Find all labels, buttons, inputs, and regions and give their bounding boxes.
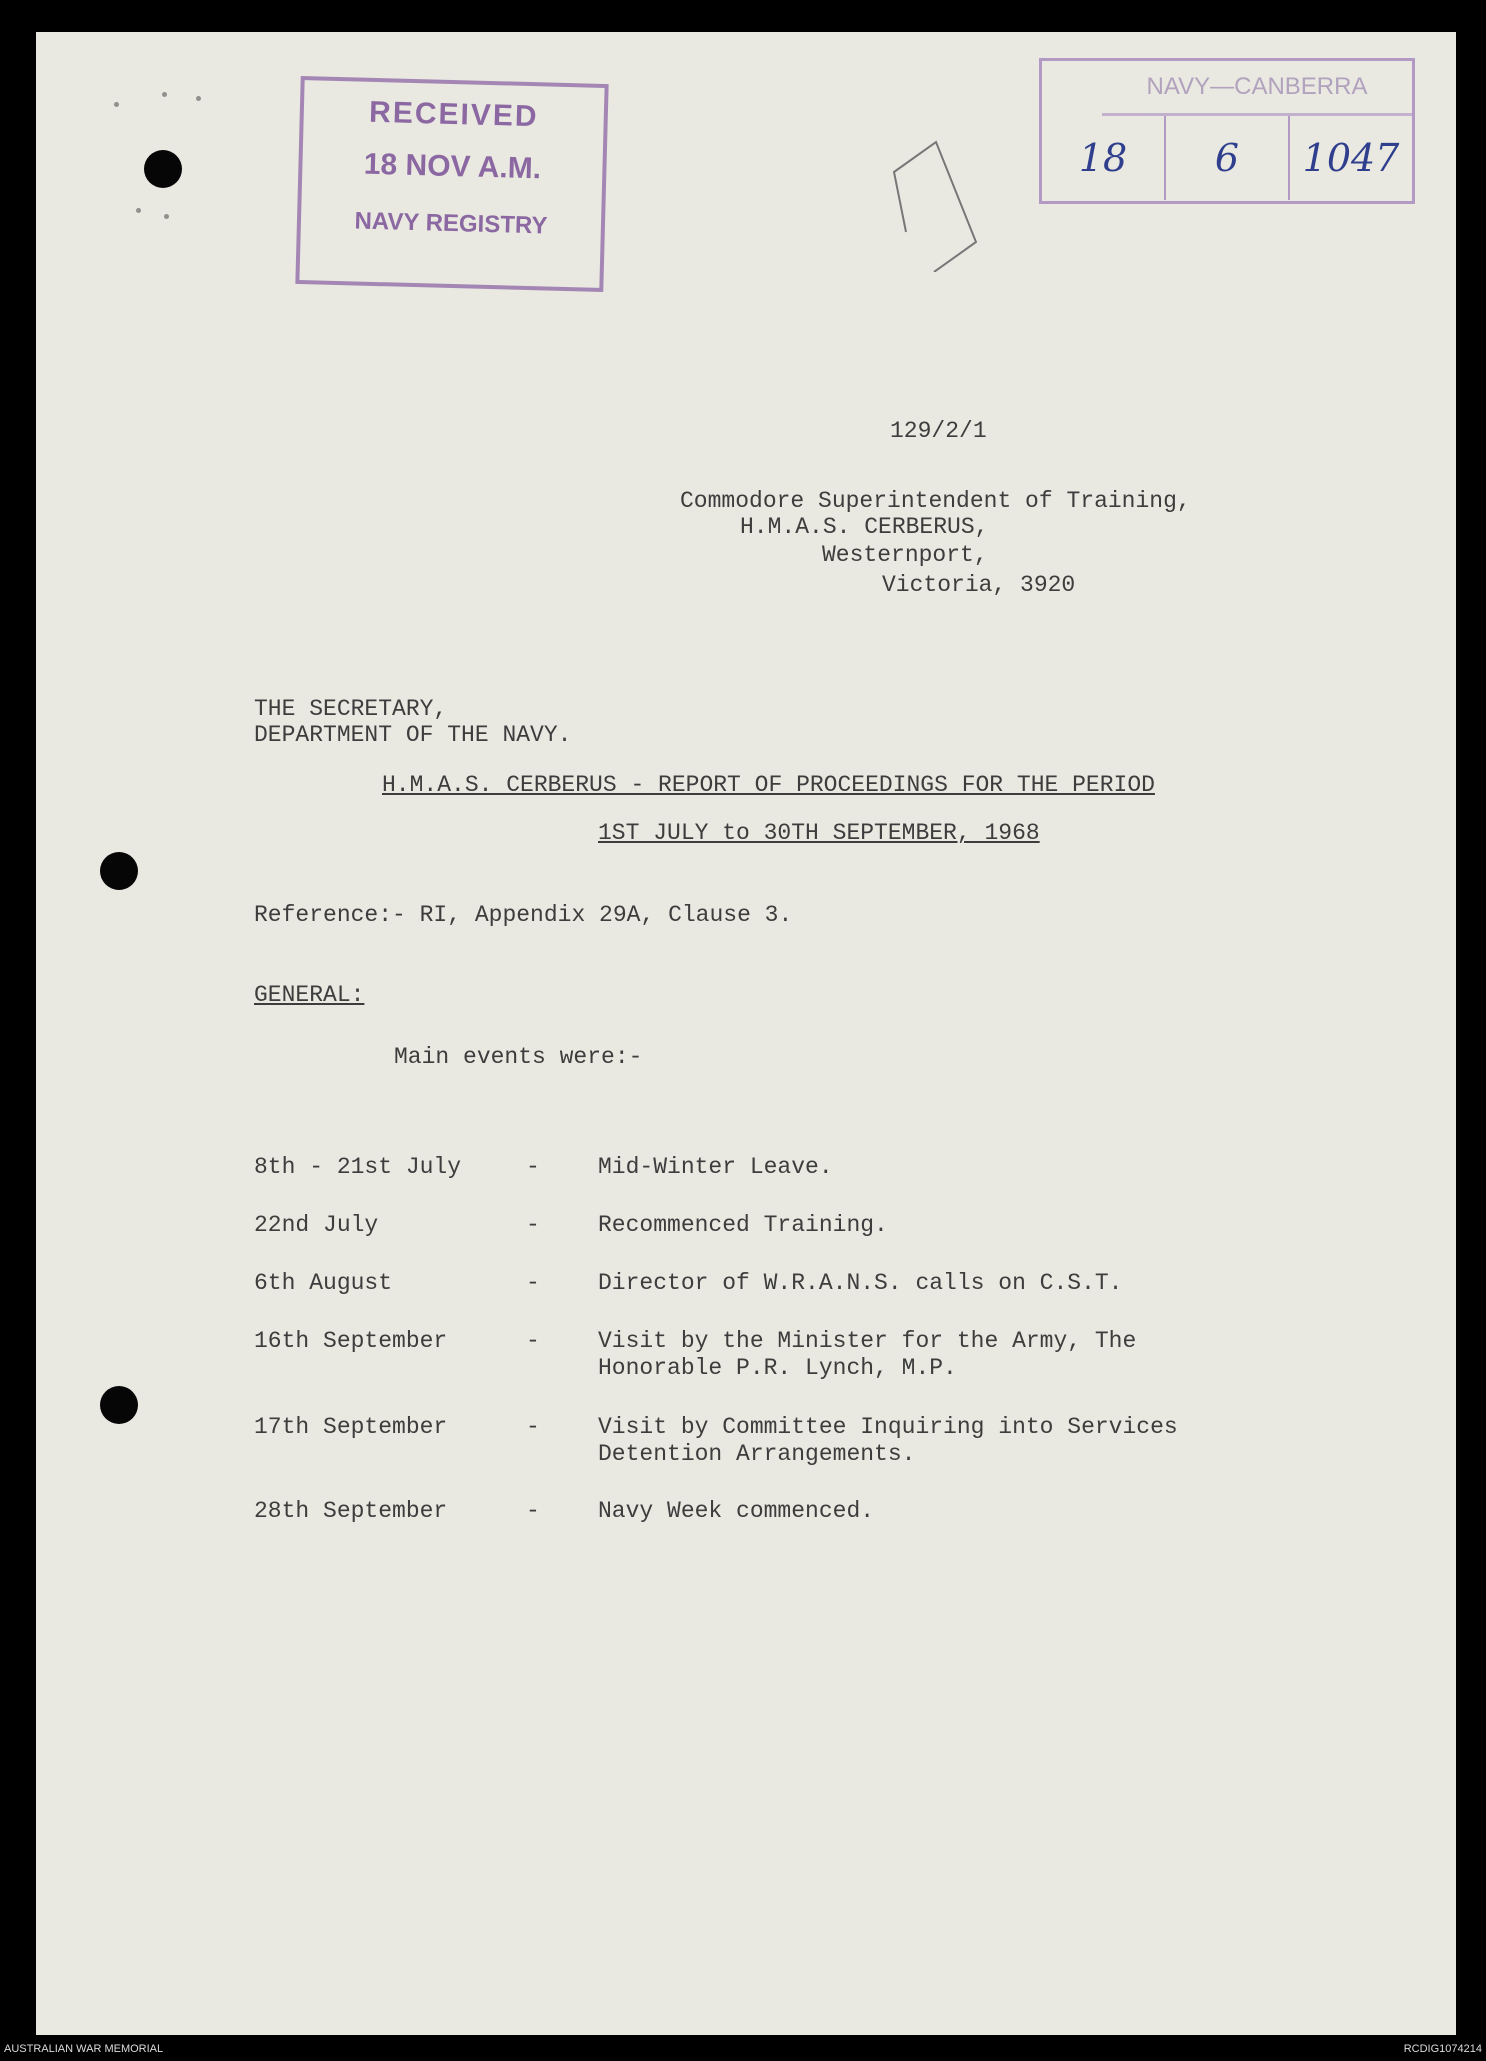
paper-mark xyxy=(196,96,201,101)
event-date: 16th September xyxy=(254,1328,448,1354)
file-reference: 129/2/1 xyxy=(890,418,987,444)
event-dash: - xyxy=(526,1328,540,1354)
canberra-stamp-cells xyxy=(1042,116,1412,200)
document-page xyxy=(36,32,1456,2035)
event-date: 22nd July xyxy=(254,1212,379,1238)
event-description: Visit by Committee Inquiring into Services Detention Arrangements. xyxy=(598,1414,1178,1467)
punch-hole xyxy=(100,1386,138,1424)
canberra-stamp-cell: 1047 xyxy=(1302,136,1400,180)
received-stamp-title: RECEIVED xyxy=(368,95,539,134)
event-dash: - xyxy=(526,1212,540,1238)
archive-footer xyxy=(0,2039,1486,2061)
paper-mark xyxy=(164,214,169,219)
subject-line: 1ST JULY to 30TH SEPTEMBER, 1968 xyxy=(598,820,1040,846)
event-description: Mid-Winter Leave. xyxy=(598,1154,833,1180)
punch-hole xyxy=(144,150,182,188)
event-dash: - xyxy=(526,1154,540,1180)
event-description: Director of W.R.A.N.S. calls on C.S.T. xyxy=(598,1270,1123,1296)
received-stamp-date: 18 NOV A.M. xyxy=(363,147,542,186)
paper-mark xyxy=(162,92,167,97)
recipient-line: DEPARTMENT OF THE NAVY. xyxy=(254,722,572,748)
sender-line: Victoria, 3920 xyxy=(882,572,1076,598)
sender-line: H.M.A.S. CERBERUS, xyxy=(740,514,989,540)
event-description: Navy Week commenced. xyxy=(598,1498,875,1524)
event-date: 8th - 21st July xyxy=(254,1154,462,1180)
footer-archive-name: AUSTRALIAN WAR MEMORIAL xyxy=(4,2043,164,2055)
canberra-stamp-header: NAVY—CANBERRA xyxy=(1102,61,1412,116)
navy-canberra-stamp xyxy=(1039,58,1415,204)
footer-record-id: RCDIG1074214 xyxy=(1403,2043,1482,2055)
sender-line: Commodore Superintendent of Training, xyxy=(680,488,1191,514)
event-description: Visit by the Minister for the Army, The Honorable P.R. Lynch, M.P. xyxy=(598,1328,1137,1381)
event-date: 6th August xyxy=(254,1270,393,1296)
event-description: Recommenced Training. xyxy=(598,1212,888,1238)
received-stamp xyxy=(295,76,608,292)
event-date: 17th September xyxy=(254,1414,448,1440)
received-stamp-registry: NAVY REGISTRY xyxy=(354,207,548,240)
event-dash: - xyxy=(526,1498,540,1524)
pencil-mark-icon xyxy=(866,132,986,272)
event-dash: - xyxy=(526,1414,540,1440)
section-heading: GENERAL: xyxy=(254,982,365,1008)
event-date: 28th September xyxy=(254,1498,448,1524)
canberra-stamp-cell: 6 xyxy=(1166,116,1290,200)
reference-line: Reference:- RI, Appendix 29A, Clause 3. xyxy=(254,902,793,928)
punch-hole xyxy=(100,852,138,890)
sender-line: Westernport, xyxy=(822,542,988,568)
paper-mark xyxy=(136,208,141,213)
subject-line: H.M.A.S. CERBERUS - REPORT OF PROCEEDINGS FOR THE PERIOD xyxy=(382,772,1155,798)
canberra-stamp-cell: 18 xyxy=(1042,116,1166,200)
paper-mark xyxy=(114,102,119,107)
event-dash: - xyxy=(526,1270,540,1296)
events-intro: Main events were:- xyxy=(394,1044,643,1070)
recipient-line: THE SECRETARY, xyxy=(254,696,448,722)
